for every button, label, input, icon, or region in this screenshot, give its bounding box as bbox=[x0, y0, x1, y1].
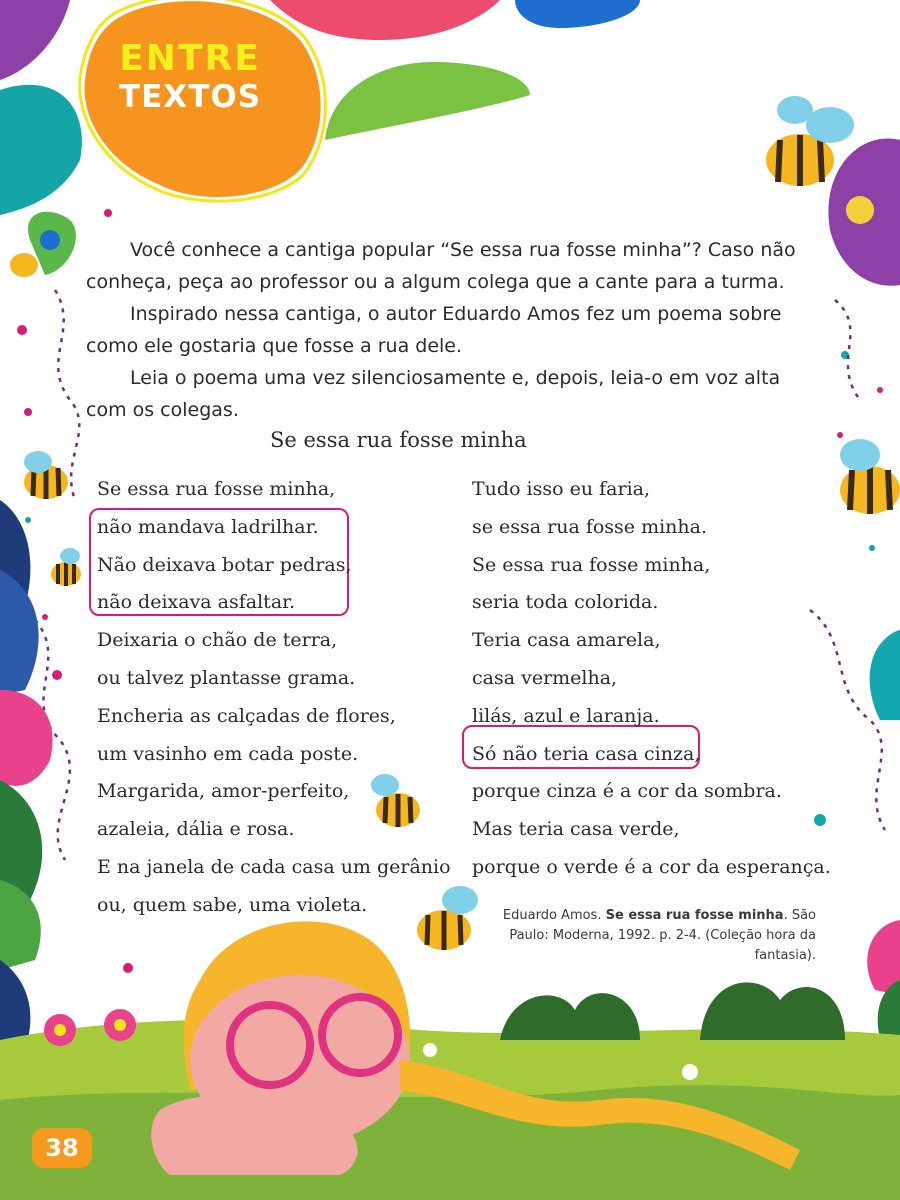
poem-verse: seria toda colorida. bbox=[472, 591, 659, 614]
poem-verse: Mas teria casa verde, bbox=[472, 818, 680, 841]
poem-verse: não mandava ladrilhar. bbox=[97, 515, 319, 538]
poem-verse: ou talvez plantasse grama. bbox=[97, 666, 356, 689]
poem-title: Se essa rua fosse minha bbox=[270, 428, 527, 452]
poem-verse: Deixaria o chão de terra, bbox=[97, 629, 338, 652]
poem-verse: Encheria as calçadas de flores, bbox=[97, 704, 396, 727]
poem-verse: casa vermelha, bbox=[472, 666, 618, 689]
poem-verse: porque o verde é a cor da esperança. bbox=[472, 855, 831, 878]
poem-verse: lilás, azul e laranja. bbox=[472, 704, 660, 727]
intro-paragraph: Leia o poema uma vez silenciosamente e, depois, leia-o em voz alta com os colegas. bbox=[86, 367, 781, 421]
poem-verse: Só não teria casa cinza, bbox=[472, 742, 701, 765]
poem-column-2 bbox=[472, 471, 831, 887]
poem-verse: ou, quem sabe, uma violeta. bbox=[97, 893, 368, 916]
page-number: 38 bbox=[32, 1128, 92, 1168]
poem-verse: porque cinza é a cor da sombra. bbox=[472, 780, 782, 803]
poem-verse: Se essa rua fosse minha, bbox=[472, 553, 711, 576]
intro-paragraph: Inspirado nessa cantiga, o autor Eduardo Amos fez um poema sobre como ele gostaria que fosse a rua dele. bbox=[86, 303, 782, 357]
poem-column-1 bbox=[97, 471, 451, 925]
poem-verse: Tudo isso eu faria, bbox=[472, 478, 651, 500]
credit-work: Se essa rua fosse minha bbox=[605, 908, 784, 923]
section-title-line2: TEXTOS bbox=[118, 79, 262, 115]
poem-verse: se essa rua fosse minha. bbox=[472, 515, 708, 538]
poem-verse: um vasinho em cada poste. bbox=[97, 742, 359, 765]
poem-verse: Teria casa amarela, bbox=[472, 629, 661, 652]
section-title-line1: ENTRE bbox=[119, 38, 261, 79]
poem-verse: Margarida, amor-perfeito, bbox=[97, 780, 350, 803]
source-credit bbox=[470, 906, 816, 966]
credit-author: Eduardo Amos. bbox=[502, 908, 606, 923]
intro-text bbox=[86, 234, 798, 426]
credit-rest: . São Paulo: Moderna, 1992. p. 2-4. (Coleção hora da fantasia). bbox=[509, 908, 816, 963]
poem-verse: azaleia, dália e rosa. bbox=[97, 818, 295, 841]
poem-verse: não deixava asfaltar. bbox=[97, 591, 296, 614]
poem-verse: Não deixava botar pedras, bbox=[97, 553, 352, 576]
poem-verse: E na janela de cada casa um gerânio bbox=[97, 855, 451, 878]
intro-paragraph: Você conhece a cantiga popular “Se essa rua fosse minha”? Caso não conheça, peça ao professor ou a algum colega que a cante para a turma. bbox=[86, 239, 796, 293]
section-title bbox=[95, 40, 285, 116]
poem-verse: Se essa rua fosse minha, bbox=[97, 478, 336, 500]
